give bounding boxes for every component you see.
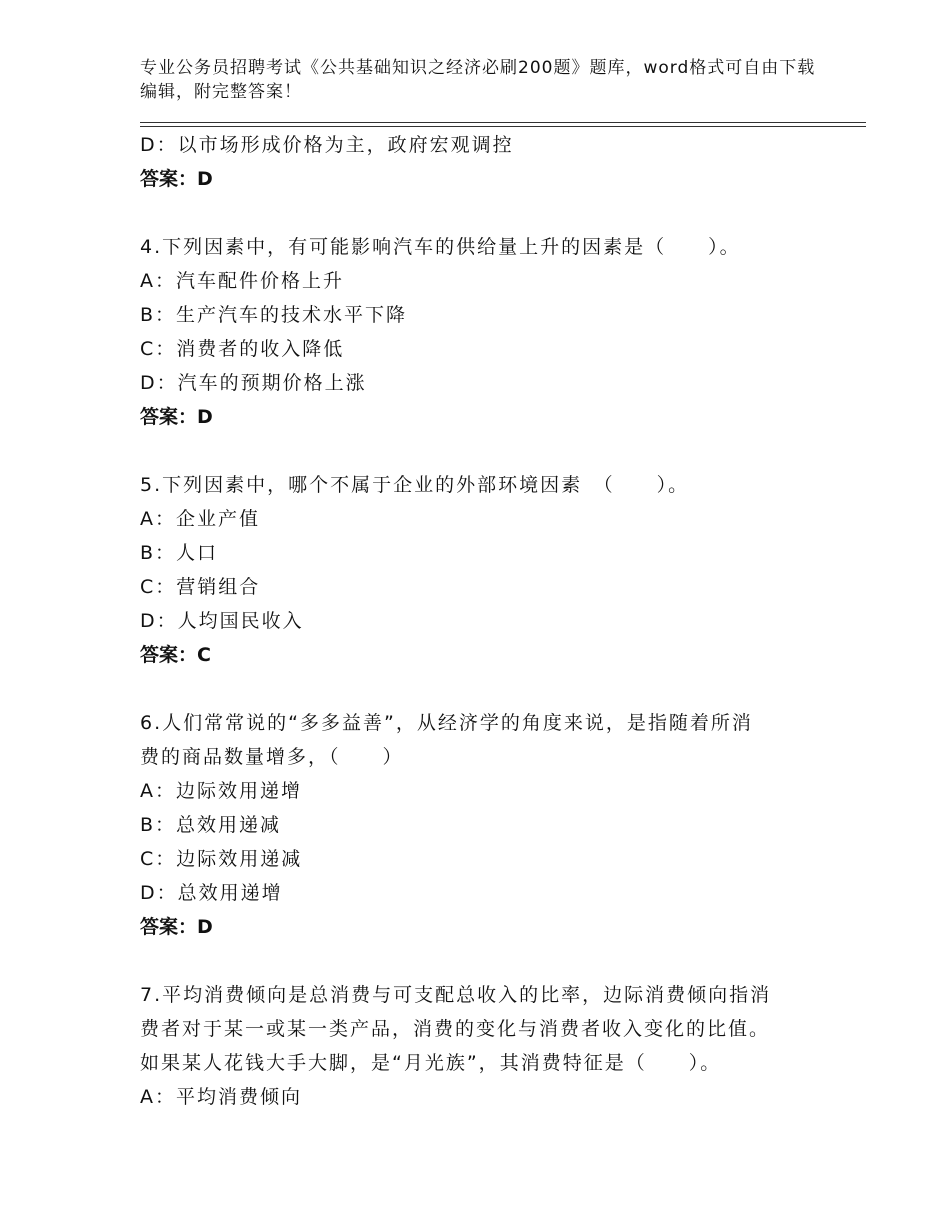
answer-q4: 答案：D xyxy=(140,406,213,428)
answer-q5: 答案：C xyxy=(140,644,211,666)
spacer xyxy=(140,434,820,468)
option-d-q6: D：总效用递增 xyxy=(140,882,283,904)
question-stem-7-line-3: 如果某人花钱大手大脚，是“月光族”，其消费特征是（ ）。 xyxy=(140,1052,722,1074)
option-a-q6: A：边际效用递增 xyxy=(140,780,302,802)
option-a-q5: A：企业产值 xyxy=(140,508,260,530)
option-d-q3: D：以市场形成价格为主，政府宏观调控 xyxy=(140,134,514,156)
header-divider-bottom xyxy=(140,126,866,127)
option-d-q5: D：人均国民收入 xyxy=(140,610,304,632)
question-stem-6-line-1: 6.人们常常说的“多多益善”，从经济学的角度来说，是指随着所消 xyxy=(140,712,753,734)
spacer xyxy=(140,672,820,706)
spacer xyxy=(140,944,820,978)
document-body xyxy=(140,128,820,1114)
option-c-q4: C：消费者的收入降低 xyxy=(140,338,345,360)
option-c-q6: C：边际效用递减 xyxy=(140,848,303,870)
answer-q6: 答案：D xyxy=(140,916,213,938)
option-d-q4: D：汽车的预期价格上涨 xyxy=(140,372,367,394)
option-c-q5: C：营销组合 xyxy=(140,576,261,598)
option-b-q6: B：总效用递减 xyxy=(140,814,282,836)
question-stem-4: 4.下列因素中，有可能影响汽车的供给量上升的因素是（ ）。 xyxy=(140,236,741,258)
question-stem-6-line-2: 费的商品数量增多，（ ） xyxy=(140,746,404,768)
question-stem-7-line-1: 7.平均消费倾向是总消费与可支配总收入的比率，边际消费倾向指消 xyxy=(140,984,772,1006)
option-b-q5: B：人口 xyxy=(140,542,219,564)
question-stem-7-line-2: 费者对于某一或某一类产品，消费的变化与消费者收入变化的比值。 xyxy=(140,1018,771,1040)
option-b-q4: B：生产汽车的技术水平下降 xyxy=(140,304,408,326)
answer-q3: 答案：D xyxy=(140,168,213,190)
document-header xyxy=(140,56,820,104)
header-divider-top xyxy=(140,122,866,123)
spacer xyxy=(140,196,820,230)
header-title: 专业公务员招聘考试《公共基础知识之经济必刷200题》题库，word格式可自由下载编辑，附完整答案！ xyxy=(140,58,816,102)
question-stem-5: 5.下列因素中，哪个不属于企业的外部环境因素 （ ）。 xyxy=(140,474,690,496)
option-a-q7: A：平均消费倾向 xyxy=(140,1086,302,1108)
option-a-q4: A：汽车配件价格上升 xyxy=(140,270,344,292)
